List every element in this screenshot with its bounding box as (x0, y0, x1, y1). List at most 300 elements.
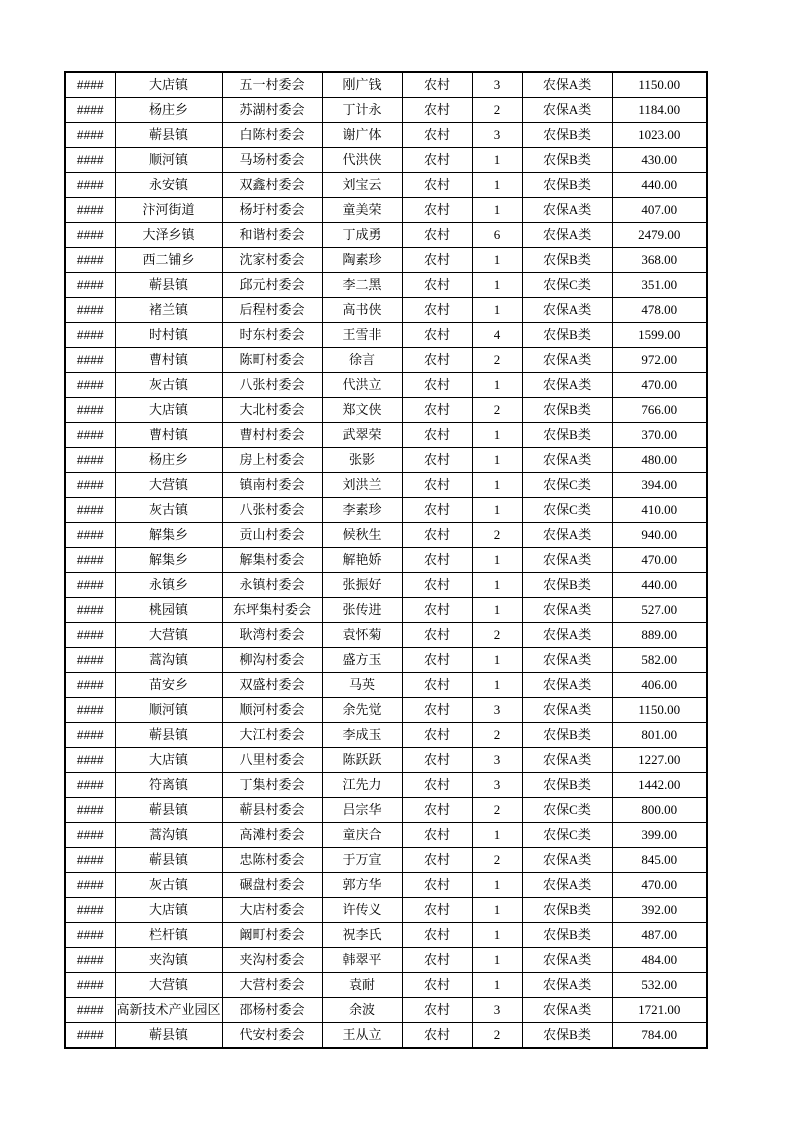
cell-amount: 800.00 (612, 798, 707, 823)
cell-village-committee: 马场村委会 (222, 148, 322, 173)
cell-category: 农村 (402, 298, 472, 323)
cell-person-name: 武翠荣 (322, 423, 402, 448)
cell-person-count: 1 (472, 148, 522, 173)
cell-category: 农村 (402, 898, 472, 923)
cell-category: 农村 (402, 323, 472, 348)
cell-town: 灰古镇 (115, 498, 222, 523)
cell-date-hash: #### (65, 173, 115, 198)
table-row (65, 148, 707, 173)
cell-insurance-class: 农保B类 (522, 248, 612, 273)
cell-town: 大店镇 (115, 748, 222, 773)
cell-person-name: 候秋生 (322, 523, 402, 548)
cell-village-committee: 碾盘村委会 (222, 873, 322, 898)
cell-amount: 972.00 (612, 348, 707, 373)
cell-category: 农村 (402, 648, 472, 673)
cell-village-committee: 丁集村委会 (222, 773, 322, 798)
cell-person-name: 刘宝云 (322, 173, 402, 198)
cell-village-committee: 顺河村委会 (222, 698, 322, 723)
table-row (65, 723, 707, 748)
cell-person-name: 李成玉 (322, 723, 402, 748)
cell-category: 农村 (402, 423, 472, 448)
cell-amount: 487.00 (612, 923, 707, 948)
cell-category: 农村 (402, 72, 472, 98)
cell-town: 大店镇 (115, 72, 222, 98)
table-row (65, 248, 707, 273)
cell-category: 农村 (402, 248, 472, 273)
cell-town: 高新技术产业园区 (115, 998, 222, 1023)
cell-person-name: 张振好 (322, 573, 402, 598)
cell-insurance-class: 农保C类 (522, 273, 612, 298)
cell-village-committee: 大店村委会 (222, 898, 322, 923)
cell-person-count: 2 (472, 798, 522, 823)
cell-insurance-class: 农保A类 (522, 72, 612, 98)
cell-category: 农村 (402, 98, 472, 123)
cell-amount: 1721.00 (612, 998, 707, 1023)
cell-person-count: 1 (472, 898, 522, 923)
cell-person-name: 郑文侠 (322, 398, 402, 423)
table-row (65, 973, 707, 998)
cell-insurance-class: 农保A类 (522, 373, 612, 398)
cell-person-count: 1 (472, 923, 522, 948)
cell-person-count: 1 (472, 473, 522, 498)
cell-town: 蒿沟镇 (115, 648, 222, 673)
table-row (65, 72, 707, 98)
cell-town: 时村镇 (115, 323, 222, 348)
table-row (65, 923, 707, 948)
cell-insurance-class: 农保C类 (522, 798, 612, 823)
cell-amount: 406.00 (612, 673, 707, 698)
cell-person-count: 1 (472, 498, 522, 523)
cell-village-committee: 忠陈村委会 (222, 848, 322, 873)
cell-village-committee: 八张村委会 (222, 373, 322, 398)
cell-category: 农村 (402, 798, 472, 823)
cell-category: 农村 (402, 523, 472, 548)
cell-insurance-class: 农保A类 (522, 623, 612, 648)
cell-amount: 1599.00 (612, 323, 707, 348)
cell-category: 农村 (402, 473, 472, 498)
cell-person-name: 丁成勇 (322, 223, 402, 248)
table-row (65, 448, 707, 473)
cell-person-name: 张传进 (322, 598, 402, 623)
cell-date-hash: #### (65, 448, 115, 473)
cell-village-committee: 大营村委会 (222, 973, 322, 998)
cell-insurance-class: 农保C类 (522, 473, 612, 498)
cell-village-committee: 双盛村委会 (222, 673, 322, 698)
table-row (65, 948, 707, 973)
cell-date-hash: #### (65, 273, 115, 298)
cell-person-count: 1 (472, 248, 522, 273)
cell-village-committee: 东坪集村委会 (222, 598, 322, 623)
cell-amount: 1023.00 (612, 123, 707, 148)
cell-person-count: 1 (472, 973, 522, 998)
cell-insurance-class: 农保B类 (522, 173, 612, 198)
cell-person-count: 2 (472, 1023, 522, 1049)
cell-town: 杨庄乡 (115, 448, 222, 473)
cell-village-committee: 八里村委会 (222, 748, 322, 773)
cell-village-committee: 柳沟村委会 (222, 648, 322, 673)
cell-person-name: 徐言 (322, 348, 402, 373)
cell-town: 大泽乡镇 (115, 223, 222, 248)
cell-person-count: 4 (472, 323, 522, 348)
cell-village-committee: 高滩村委会 (222, 823, 322, 848)
cell-date-hash: #### (65, 523, 115, 548)
cell-insurance-class: 农保B类 (522, 423, 612, 448)
cell-village-committee: 房上村委会 (222, 448, 322, 473)
cell-village-committee: 阚町村委会 (222, 923, 322, 948)
cell-date-hash: #### (65, 623, 115, 648)
cell-insurance-class: 农保B类 (522, 723, 612, 748)
cell-date-hash: #### (65, 698, 115, 723)
table-body (65, 72, 707, 1048)
cell-date-hash: #### (65, 573, 115, 598)
cell-insurance-class: 农保A类 (522, 848, 612, 873)
cell-town: 苗安乡 (115, 673, 222, 698)
cell-amount: 440.00 (612, 573, 707, 598)
cell-person-name: 李素珍 (322, 498, 402, 523)
cell-insurance-class: 农保A类 (522, 698, 612, 723)
table-row (65, 473, 707, 498)
table-row (65, 498, 707, 523)
cell-person-name: 刘洪兰 (322, 473, 402, 498)
cell-person-name: 童庆合 (322, 823, 402, 848)
cell-date-hash: #### (65, 223, 115, 248)
cell-person-name: 盛方玉 (322, 648, 402, 673)
cell-category: 农村 (402, 873, 472, 898)
cell-insurance-class: 农保C类 (522, 823, 612, 848)
cell-date-hash: #### (65, 323, 115, 348)
cell-village-committee: 镇南村委会 (222, 473, 322, 498)
cell-date-hash: #### (65, 948, 115, 973)
cell-person-count: 2 (472, 848, 522, 873)
cell-person-count: 2 (472, 398, 522, 423)
cell-person-name: 许传义 (322, 898, 402, 923)
cell-town: 大店镇 (115, 898, 222, 923)
cell-amount: 440.00 (612, 173, 707, 198)
cell-village-committee: 解集村委会 (222, 548, 322, 573)
cell-date-hash: #### (65, 498, 115, 523)
cell-category: 农村 (402, 123, 472, 148)
cell-insurance-class: 农保A类 (522, 198, 612, 223)
table-row (65, 398, 707, 423)
cell-category: 农村 (402, 673, 472, 698)
cell-person-count: 2 (472, 523, 522, 548)
cell-person-count: 3 (472, 998, 522, 1023)
cell-category: 农村 (402, 923, 472, 948)
cell-category: 农村 (402, 823, 472, 848)
cell-insurance-class: 农保B类 (522, 398, 612, 423)
cell-amount: 582.00 (612, 648, 707, 673)
cell-amount: 1227.00 (612, 748, 707, 773)
table-row (65, 123, 707, 148)
cell-town: 蕲县镇 (115, 848, 222, 873)
cell-town: 汴河街道 (115, 198, 222, 223)
cell-person-name: 余波 (322, 998, 402, 1023)
cell-town: 蕲县镇 (115, 1023, 222, 1049)
cell-town: 蕲县镇 (115, 123, 222, 148)
cell-date-hash: #### (65, 848, 115, 873)
cell-amount: 801.00 (612, 723, 707, 748)
table-row (65, 573, 707, 598)
cell-town: 栏杆镇 (115, 923, 222, 948)
cell-category: 农村 (402, 848, 472, 873)
cell-date-hash: #### (65, 198, 115, 223)
cell-date-hash: #### (65, 773, 115, 798)
cell-insurance-class: 农保B类 (522, 898, 612, 923)
cell-person-name: 吕宗华 (322, 798, 402, 823)
cell-person-count: 3 (472, 698, 522, 723)
cell-person-count: 2 (472, 723, 522, 748)
cell-date-hash: #### (65, 998, 115, 1023)
cell-insurance-class: 农保B类 (522, 923, 612, 948)
cell-category: 农村 (402, 973, 472, 998)
table-row (65, 298, 707, 323)
cell-village-committee: 白陈村委会 (222, 123, 322, 148)
cell-person-count: 3 (472, 748, 522, 773)
table-row (65, 848, 707, 873)
cell-village-committee: 陈町村委会 (222, 348, 322, 373)
table-row (65, 998, 707, 1023)
cell-amount: 470.00 (612, 873, 707, 898)
table-row (65, 348, 707, 373)
cell-date-hash: #### (65, 598, 115, 623)
cell-insurance-class: 农保A类 (522, 598, 612, 623)
cell-insurance-class: 农保A类 (522, 673, 612, 698)
cell-category: 农村 (402, 773, 472, 798)
cell-amount: 410.00 (612, 498, 707, 523)
table-row (65, 598, 707, 623)
cell-person-count: 2 (472, 623, 522, 648)
cell-village-committee: 邱元村委会 (222, 273, 322, 298)
cell-insurance-class: 农保A类 (522, 873, 612, 898)
cell-person-count: 1 (472, 373, 522, 398)
cell-town: 顺河镇 (115, 148, 222, 173)
cell-insurance-class: 农保A类 (522, 523, 612, 548)
cell-category: 农村 (402, 348, 472, 373)
cell-amount: 368.00 (612, 248, 707, 273)
cell-insurance-class: 农保A类 (522, 98, 612, 123)
cell-date-hash: #### (65, 973, 115, 998)
table-row (65, 198, 707, 223)
cell-person-name: 韩翠平 (322, 948, 402, 973)
cell-insurance-class: 农保A类 (522, 998, 612, 1023)
cell-category: 农村 (402, 1023, 472, 1049)
table-row (65, 98, 707, 123)
cell-insurance-class: 农保B类 (522, 323, 612, 348)
table-row (65, 223, 707, 248)
cell-category: 农村 (402, 148, 472, 173)
cell-village-committee: 大北村委会 (222, 398, 322, 423)
cell-amount: 351.00 (612, 273, 707, 298)
cell-amount: 940.00 (612, 523, 707, 548)
cell-category: 农村 (402, 448, 472, 473)
cell-category: 农村 (402, 723, 472, 748)
table-row (65, 823, 707, 848)
cell-insurance-class: 农保B类 (522, 148, 612, 173)
cell-amount: 1150.00 (612, 698, 707, 723)
cell-village-committee: 蕲县村委会 (222, 798, 322, 823)
cell-date-hash: #### (65, 1023, 115, 1049)
cell-amount: 478.00 (612, 298, 707, 323)
cell-insurance-class: 农保A类 (522, 223, 612, 248)
table-row (65, 623, 707, 648)
cell-person-name: 刚广钱 (322, 72, 402, 98)
cell-person-name: 陶素珍 (322, 248, 402, 273)
data-table (64, 71, 708, 1049)
cell-person-name: 于万宣 (322, 848, 402, 873)
table-row (65, 748, 707, 773)
cell-category: 农村 (402, 748, 472, 773)
cell-town: 大营镇 (115, 473, 222, 498)
cell-date-hash: #### (65, 423, 115, 448)
cell-amount: 480.00 (612, 448, 707, 473)
cell-amount: 394.00 (612, 473, 707, 498)
cell-category: 农村 (402, 573, 472, 598)
cell-person-count: 1 (472, 673, 522, 698)
cell-insurance-class: 农保A类 (522, 348, 612, 373)
cell-category: 农村 (402, 223, 472, 248)
cell-date-hash: #### (65, 72, 115, 98)
cell-person-count: 2 (472, 98, 522, 123)
cell-person-name: 代洪侠 (322, 148, 402, 173)
cell-person-name: 童美荣 (322, 198, 402, 223)
cell-amount: 845.00 (612, 848, 707, 873)
cell-person-name: 袁耐 (322, 973, 402, 998)
cell-date-hash: #### (65, 348, 115, 373)
cell-amount: 1442.00 (612, 773, 707, 798)
table-row (65, 523, 707, 548)
cell-person-count: 1 (472, 423, 522, 448)
table-row (65, 873, 707, 898)
cell-town: 大营镇 (115, 623, 222, 648)
cell-category: 农村 (402, 598, 472, 623)
cell-date-hash: #### (65, 873, 115, 898)
table-row (65, 773, 707, 798)
cell-category: 农村 (402, 198, 472, 223)
cell-person-name: 祝李氏 (322, 923, 402, 948)
cell-village-committee: 邵杨村委会 (222, 998, 322, 1023)
cell-date-hash: #### (65, 748, 115, 773)
cell-town: 永安镇 (115, 173, 222, 198)
cell-date-hash: #### (65, 98, 115, 123)
cell-person-count: 3 (472, 72, 522, 98)
cell-insurance-class: 农保A类 (522, 948, 612, 973)
cell-date-hash: #### (65, 473, 115, 498)
cell-person-count: 1 (472, 173, 522, 198)
cell-category: 农村 (402, 548, 472, 573)
table-row (65, 323, 707, 348)
cell-person-name: 谢广体 (322, 123, 402, 148)
cell-date-hash: #### (65, 673, 115, 698)
cell-village-committee: 沈家村委会 (222, 248, 322, 273)
cell-insurance-class: 农保A类 (522, 648, 612, 673)
cell-person-count: 1 (472, 198, 522, 223)
cell-town: 灰古镇 (115, 873, 222, 898)
cell-date-hash: #### (65, 923, 115, 948)
cell-person-name: 李二黑 (322, 273, 402, 298)
table-row (65, 423, 707, 448)
cell-village-committee: 曹村村委会 (222, 423, 322, 448)
cell-village-committee: 代安村委会 (222, 1023, 322, 1049)
cell-person-count: 3 (472, 123, 522, 148)
cell-village-committee: 大江村委会 (222, 723, 322, 748)
cell-village-committee: 永镇村委会 (222, 573, 322, 598)
table-row (65, 548, 707, 573)
cell-amount: 1150.00 (612, 72, 707, 98)
cell-category: 农村 (402, 948, 472, 973)
cell-date-hash: #### (65, 898, 115, 923)
cell-person-count: 1 (472, 298, 522, 323)
cell-category: 农村 (402, 173, 472, 198)
cell-insurance-class: 农保A类 (522, 298, 612, 323)
table-row (65, 273, 707, 298)
cell-person-name: 张影 (322, 448, 402, 473)
table-row (65, 173, 707, 198)
cell-village-committee: 耿湾村委会 (222, 623, 322, 648)
cell-date-hash: #### (65, 823, 115, 848)
cell-person-count: 1 (472, 948, 522, 973)
cell-person-count: 2 (472, 348, 522, 373)
cell-town: 永镇乡 (115, 573, 222, 598)
cell-town: 西二铺乡 (115, 248, 222, 273)
cell-insurance-class: 农保B类 (522, 573, 612, 598)
cell-insurance-class: 农保A类 (522, 748, 612, 773)
cell-amount: 527.00 (612, 598, 707, 623)
cell-date-hash: #### (65, 298, 115, 323)
cell-village-committee: 杨圩村委会 (222, 198, 322, 223)
cell-town: 曹村镇 (115, 348, 222, 373)
cell-town: 蕲县镇 (115, 798, 222, 823)
cell-village-committee: 时东村委会 (222, 323, 322, 348)
cell-town: 蒿沟镇 (115, 823, 222, 848)
cell-town: 蕲县镇 (115, 273, 222, 298)
cell-amount: 532.00 (612, 973, 707, 998)
cell-date-hash: #### (65, 798, 115, 823)
cell-person-count: 6 (472, 223, 522, 248)
cell-insurance-class: 农保A类 (522, 973, 612, 998)
cell-amount: 784.00 (612, 1023, 707, 1049)
cell-amount: 889.00 (612, 623, 707, 648)
cell-category: 农村 (402, 273, 472, 298)
cell-person-count: 3 (472, 773, 522, 798)
cell-amount: 766.00 (612, 398, 707, 423)
cell-date-hash: #### (65, 248, 115, 273)
cell-person-name: 袁怀菊 (322, 623, 402, 648)
cell-town: 解集乡 (115, 548, 222, 573)
cell-person-count: 1 (472, 448, 522, 473)
cell-person-name: 解艳娇 (322, 548, 402, 573)
cell-date-hash: #### (65, 373, 115, 398)
table-row (65, 673, 707, 698)
cell-town: 大店镇 (115, 398, 222, 423)
table-row (65, 373, 707, 398)
cell-category: 农村 (402, 623, 472, 648)
cell-date-hash: #### (65, 123, 115, 148)
table-row (65, 798, 707, 823)
cell-town: 桃园镇 (115, 598, 222, 623)
cell-person-count: 1 (472, 573, 522, 598)
table-row (65, 698, 707, 723)
cell-village-committee: 和谐村委会 (222, 223, 322, 248)
table-row (65, 1023, 707, 1049)
cell-insurance-class: 农保B类 (522, 123, 612, 148)
cell-insurance-class: 农保C类 (522, 498, 612, 523)
cell-category: 农村 (402, 998, 472, 1023)
cell-person-count: 1 (472, 648, 522, 673)
cell-amount: 392.00 (612, 898, 707, 923)
cell-category: 农村 (402, 398, 472, 423)
cell-amount: 484.00 (612, 948, 707, 973)
cell-date-hash: #### (65, 548, 115, 573)
